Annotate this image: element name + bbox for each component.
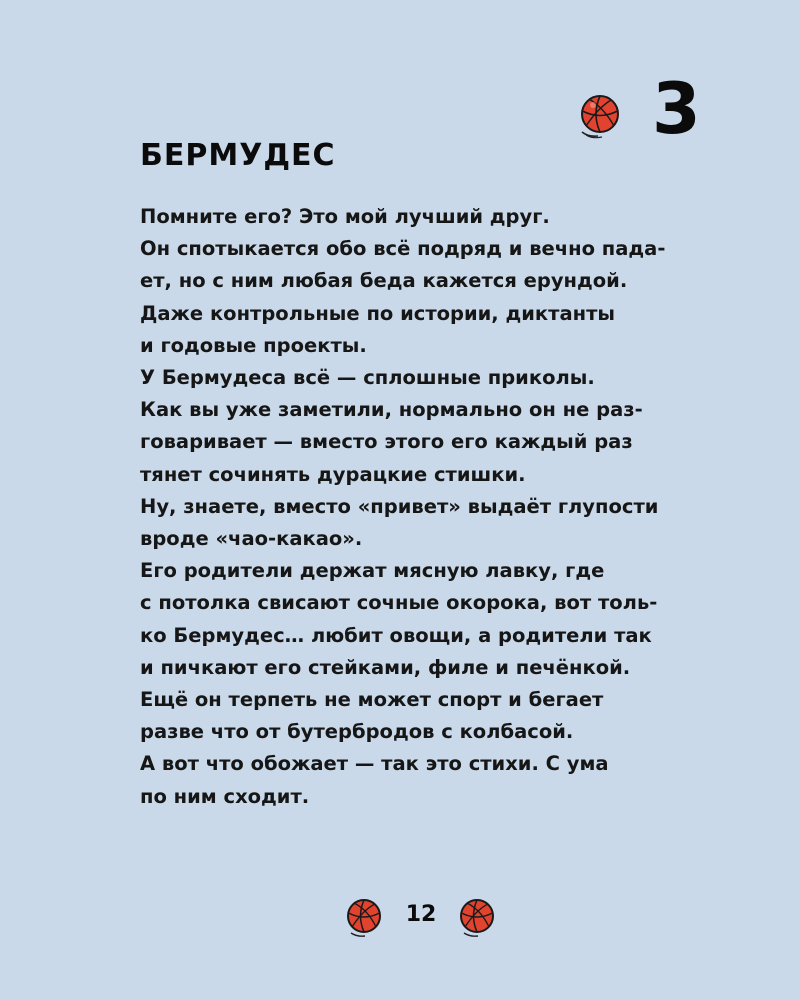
body-line: Помните его? Это мой лучший друг. (140, 205, 550, 228)
body-line: Ну, знаете, вместо «привет» выдаёт глупости (140, 494, 659, 518)
body-line: У Бермудеса всё — сплошные приколы. (140, 366, 595, 390)
body-line: Его родители держат мясную лавку, где (140, 559, 605, 583)
body-line: Ещё он терпеть не может спорт и бегает (140, 688, 604, 712)
body-line: и пичкают его стейками, филе и печёнкой. (140, 655, 631, 679)
body-line: ет, но с ним любая беда кажется ерундой. (140, 269, 628, 293)
chapter-basketball-icon (576, 94, 622, 140)
footer-right-basketball-icon (456, 897, 498, 939)
body-line: ко Бермудес… любит овощи, а родители так (140, 623, 652, 647)
chapter-number: 3 (652, 68, 701, 150)
footer-left-basketball-icon (343, 897, 385, 939)
body-line: тянет сочинять дурацкие стишки. (140, 462, 526, 486)
body-line: А вот что обожает — так это стихи. С ума (140, 752, 609, 776)
page-number: 12 (405, 902, 437, 927)
body-line: разве что от бутербродов с колбасой. (140, 720, 574, 744)
body-line: и годовые проекты. (140, 333, 367, 357)
body-line: говаривает — вместо этого его каждый раз (140, 430, 633, 454)
body-line: Даже контрольные по истории, диктанты (140, 301, 616, 325)
body-line: Он спотыкается обо всё подряд и вечно пада- (140, 237, 666, 261)
chapter-title: БЕРМУДЕС (140, 138, 336, 173)
body-line: с потолка свисают сочные окорока, вот толь- (140, 591, 658, 615)
body-line: Как вы уже заметили, нормально он не раз- (140, 398, 643, 422)
body-line: по ним сходит. (140, 784, 310, 808)
body-text (140, 201, 720, 813)
body-line: вроде «чао-какао». (140, 527, 363, 551)
